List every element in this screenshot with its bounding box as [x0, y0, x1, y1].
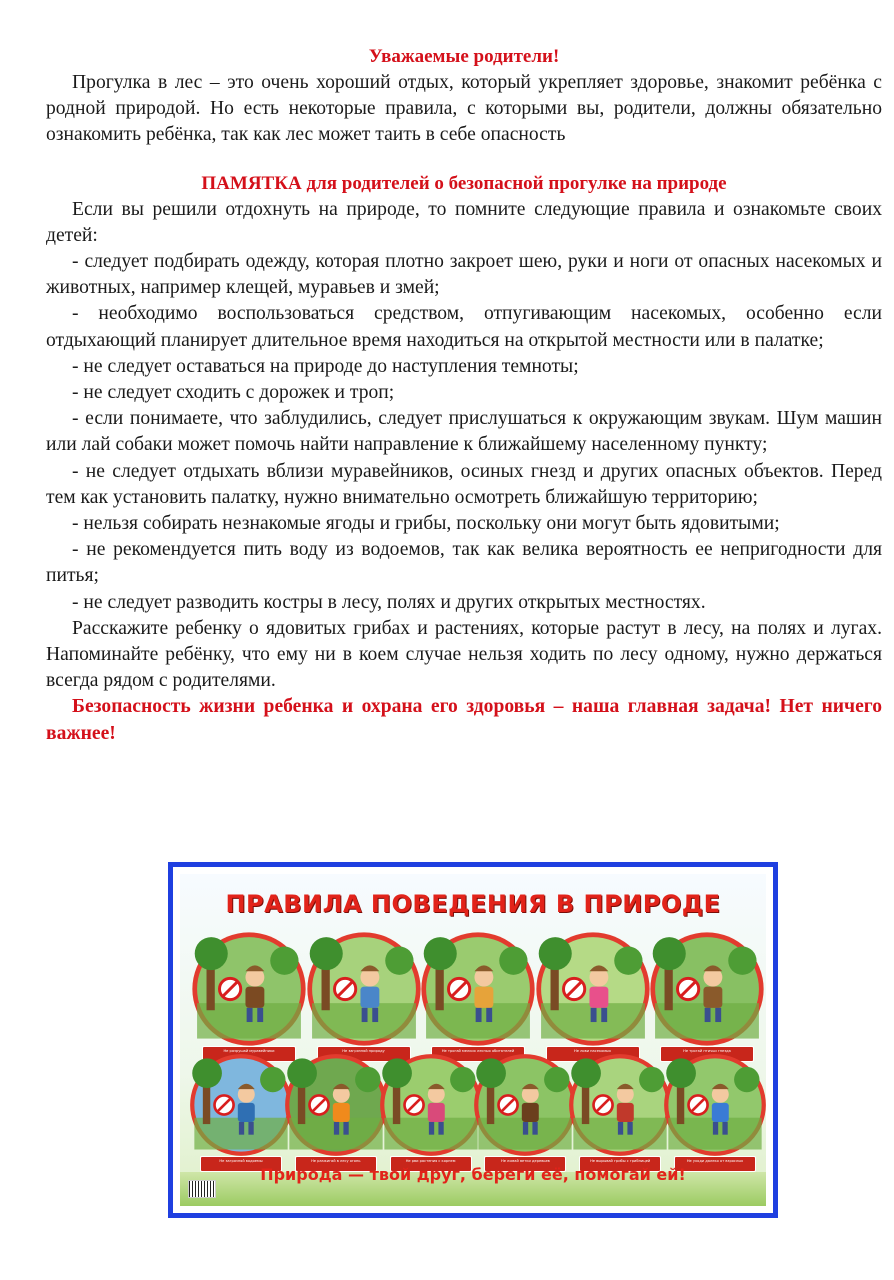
memo-document	[46, 44, 882, 747]
scene-caption: Не рви растения с корнем	[390, 1156, 472, 1172]
rule-item: - следует подбирать одежду, которая плотно закроет шею, руки и ноги от опасных насекомых и животных, например клещей, муравьев и змей;	[46, 251, 882, 299]
scene-caption: Не загрязняй природу	[317, 1046, 411, 1062]
rule-item: - не следует разводить костры в лесу, полях и других открытых местностях.	[72, 591, 706, 613]
poster-canvas	[180, 874, 766, 1206]
rule-item: - необходимо воспользоваться средством, отпугивающим насекомых, особенно если отдыхающий планирует длительное время находиться на открытой местности или в палатке;	[46, 303, 882, 351]
poster-rule-scene	[419, 930, 537, 1053]
scene-illustration	[567, 1052, 673, 1158]
scene-illustration	[305, 930, 423, 1048]
scene-caption: Не разжигай в лесу огонь	[295, 1156, 377, 1172]
scene-illustration	[378, 1052, 484, 1158]
closing-paragraph: Расскажите ребенку о ядовитых грибах и растениях, которые растут в лесу, на полях и лугах. Напоминайте ребёнку, что ему ни в коем случае нельзя ходить по лесу одному, нужно держаться всегда рядом с родителями.	[46, 617, 882, 692]
scene-caption: Не уходи далеко от взрослых	[674, 1156, 756, 1172]
rule-item: - если понимаете, что заблудились, следует прислушаться к окружающим звукам. Шум машин или лай собаки может помочь найти направление к ближайшему населенному пункту;	[46, 408, 882, 456]
scene-illustration	[188, 1052, 294, 1158]
scene-caption: Не трогай мелких лесных обитателей	[431, 1046, 525, 1062]
poster-rule-scene	[283, 1052, 389, 1163]
scene-caption: Не разрушай муравейники	[202, 1046, 296, 1062]
scene-illustration	[662, 1052, 766, 1158]
scene-illustration	[419, 930, 537, 1048]
poster-rule-scene	[662, 1052, 766, 1163]
rule-item: - не рекомендуется пить воду из водоемов, так как велика вероятность ее непригодности для питья;	[46, 539, 882, 587]
poster-rule-scene	[190, 930, 308, 1053]
poster-rule-scene	[188, 1052, 294, 1163]
rules-list	[46, 249, 882, 616]
intro-paragraph: Прогулка в лес – это очень хороший отдых, который укрепляет здоровье, знакомит ребёнка с родной природой. Но есть некоторые правила, с которыми вы, родители, должны обязательно ознакомить ребёнка, так как лес может таить в себе опасность	[46, 72, 882, 146]
poster-rule-scene	[378, 1052, 484, 1163]
rule-item: - не следует сходить с дорожек и троп;	[72, 382, 395, 404]
scene-caption: Не загрязняй водоемы	[200, 1156, 282, 1172]
scene-caption: Не лови насекомых	[546, 1046, 640, 1062]
scene-illustration	[190, 930, 308, 1048]
memo-heading: ПАМЯТКА для родителей о безопасной прогулке на природе	[201, 172, 727, 194]
motto-text: Безопасность жизни ребенка и охрана его здоровья – наша главная задача! Нет ничего важнее!	[46, 696, 882, 744]
poster-rule-scene	[567, 1052, 673, 1163]
rule-item: - не следует отдыхать вблизи муравейников, осиных гнезд и других опасных объектов. Перед тем как установить палатку, нужно внимательно осмотреть ближайшую территорию;	[46, 460, 882, 508]
poster-rule-scene	[534, 930, 652, 1053]
nature-rules-poster	[168, 862, 778, 1218]
poster-rule-scene	[648, 930, 766, 1053]
scene-illustration	[472, 1052, 578, 1158]
poster-slogan: Природа — твой друг, береги её, помогай ей!	[260, 1165, 686, 1184]
scene-caption: Не ломай ветки деревьев	[484, 1156, 566, 1172]
lead-paragraph: Если вы решили отдохнуть на природе, то помните следующие правила и ознакомьте своих детей:	[46, 198, 882, 246]
poster-rule-scene	[472, 1052, 578, 1163]
scene-illustration	[283, 1052, 389, 1158]
rule-item: - нельзя собирать незнакомые ягоды и грибы, поскольку они могут быть ядовитыми;	[72, 513, 780, 535]
barcode-icon	[188, 1180, 216, 1198]
scene-caption: Не вырывай грибы с грибницей	[579, 1156, 661, 1172]
rule-item: - не следует оставаться на природе до наступления темноты;	[72, 355, 579, 377]
scene-illustration	[648, 930, 766, 1048]
greeting-heading: Уважаемые родители!	[368, 46, 560, 67]
scene-caption: Не трогай птичьи гнезда	[660, 1046, 754, 1062]
poster-rule-scene	[305, 930, 423, 1053]
poster-title: ПРАВИЛА ПОВЕДЕНИЯ В ПРИРОДЕ	[225, 890, 721, 918]
scene-illustration	[534, 930, 652, 1048]
